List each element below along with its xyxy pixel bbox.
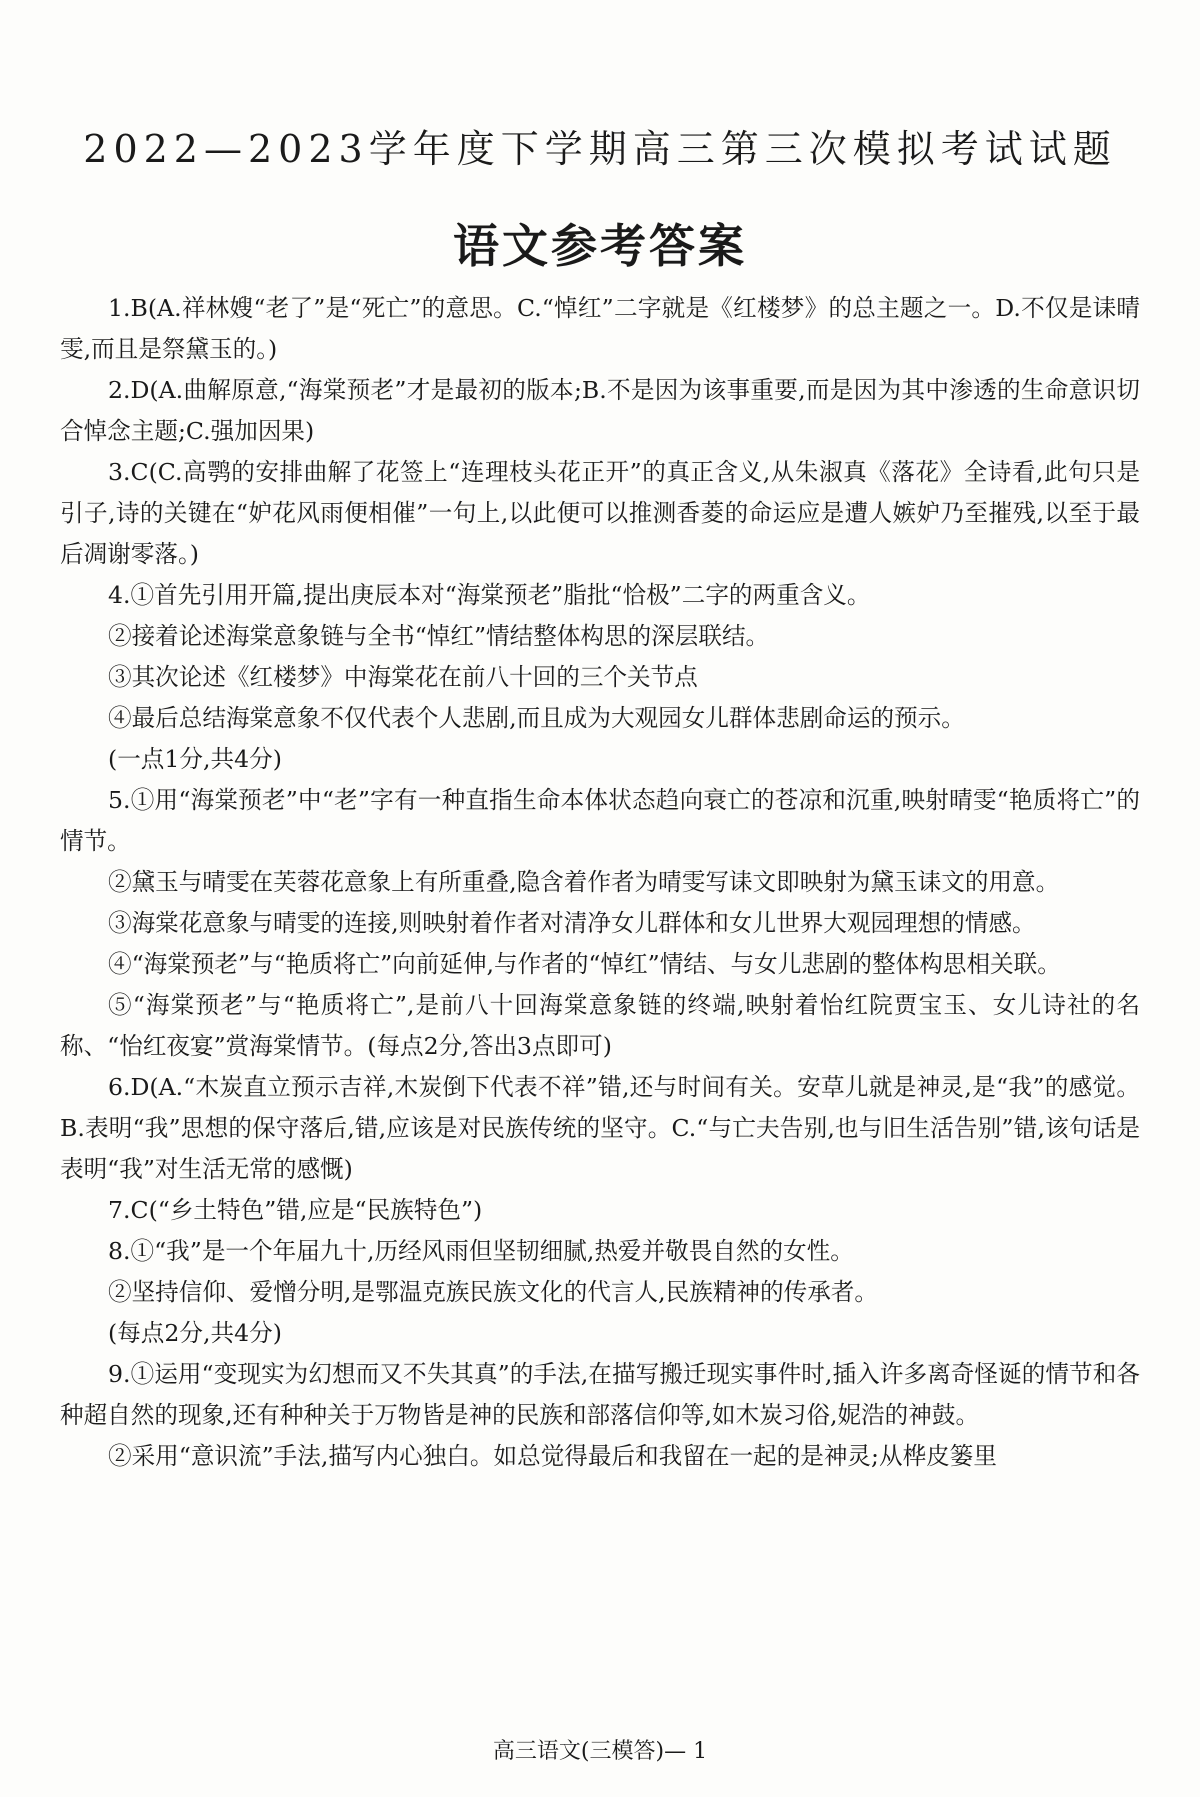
answer-paragraph: 1.B(A.祥林嫂“老了”是“死亡”的意思。C.“悼红”二字就是《红楼梦》的总主题之一。D.不仅是诔晴雯,而且是祭黛玉的。) <box>60 294 1140 363</box>
answer-paragraph: ②坚持信仰、爱憎分明,是鄂温克族民族文化的代言人,民族精神的传承者。 <box>108 1278 878 1306</box>
answer-paragraph: 6.D(A.“木炭直立预示吉祥,木炭倒下代表不祥”错,还与时间有关。安草儿就是神灵,是“我”的感觉。B.表明“我”思想的保守落后,错,应该是对民族传统的坚守。C.“与亡夫告别,也与旧生活告别”错,该句话是表明“我”对生活无常的感慨) <box>60 1073 1140 1183</box>
answer-paragraph: ②黛玉与晴雯在芙蓉花意象上有所重叠,隐含着作者为晴雯写诔文即映射为黛玉诔文的用意。 <box>108 868 1060 896</box>
answer-paragraph: 8.①“我”是一个年届九十,历经风雨但坚韧细腻,热爱并敬畏自然的女性。 <box>108 1237 854 1265</box>
answer-paragraph: (每点2分,共4分) <box>108 1319 282 1347</box>
answer-paragraph: (一点1分,共4分) <box>108 745 282 773</box>
answer-paragraph: 3.C(C.高鹗的安排曲解了花签上“连理枝头花正开”的真正含义,从朱淑真《落花》全诗看,此句只是引子,诗的关键在“妒花风雨便相催”一句上,以此便可以推测香菱的命运应是遭人嫉妒乃至摧残,以至于最后凋谢零落。) <box>60 458 1140 568</box>
answer-key-title: 语文参考答案 <box>453 219 747 273</box>
answer-paragraph: ④最后总结海棠意象不仅代表个人悲剧,而且成为大观园女儿群体悲剧命运的预示。 <box>108 704 965 732</box>
answer-paragraph: ②采用“意识流”手法,描写内心独白。如总觉得最后和我留在一起的是神灵;从桦皮篓里 <box>108 1442 997 1470</box>
page-footer: 高三语文(三模答)— 1 <box>492 1739 708 1764</box>
answer-paragraph: ③其次论述《红楼梦》中海棠花在前八十回的三个关节点 <box>108 663 698 691</box>
answer-content <box>60 288 1140 1477</box>
answer-paragraph: 7.C(“乡土特色”错,应是“民族特色”) <box>108 1196 483 1224</box>
answer-paragraph: 4.①首先引用开篇,提出庚辰本对“海棠预老”脂批“恰极”二字的两重含义。 <box>108 581 871 609</box>
answer-paragraph: ③海棠花意象与晴雯的连接,则映射着作者对清净女儿群体和女儿世界大观园理想的情感。 <box>108 909 1036 937</box>
exam-title: 2022—2023学年度下学期高三第三次模拟考试试题 <box>83 127 1117 171</box>
answer-paragraph: 9.①运用“变现实为幻想而又不失其真”的手法,在描写搬迁现实事件时,插入许多离奇怪诞的情节和各种超自然的现象,还有种种关于万物皆是神的民族和部落信仰等,如木炭习俗,妮浩的神鼓。 <box>60 1360 1140 1429</box>
answer-paragraph: ②接着论述海棠意象链与全书“悼红”情结整体构思的深层联结。 <box>108 622 770 650</box>
answer-paragraph: ④“海棠预老”与“艳质将亡”向前延伸,与作者的“悼红”情结、与女儿悲剧的整体构思相关联。 <box>108 950 1061 978</box>
answer-paragraph: ⑤“海棠预老”与“艳质将亡”,是前八十回海棠意象链的终端,映射着怡红院贾宝玉、女儿诗社的名称、“怡红夜宴”赏海棠情节。(每点2分,答出3点即可) <box>60 991 1140 1060</box>
answer-paragraph: 5.①用“海棠预老”中“老”字有一种直指生命本体状态趋向衰亡的苍凉和沉重,映射晴雯“艳质将亡”的情节。 <box>60 786 1140 855</box>
answer-paragraph: 2.D(A.曲解原意,“海棠预老”才是最初的版本;B.不是因为该事重要,而是因为其中渗透的生命意识切合悼念主题;C.强加因果) <box>60 376 1140 445</box>
